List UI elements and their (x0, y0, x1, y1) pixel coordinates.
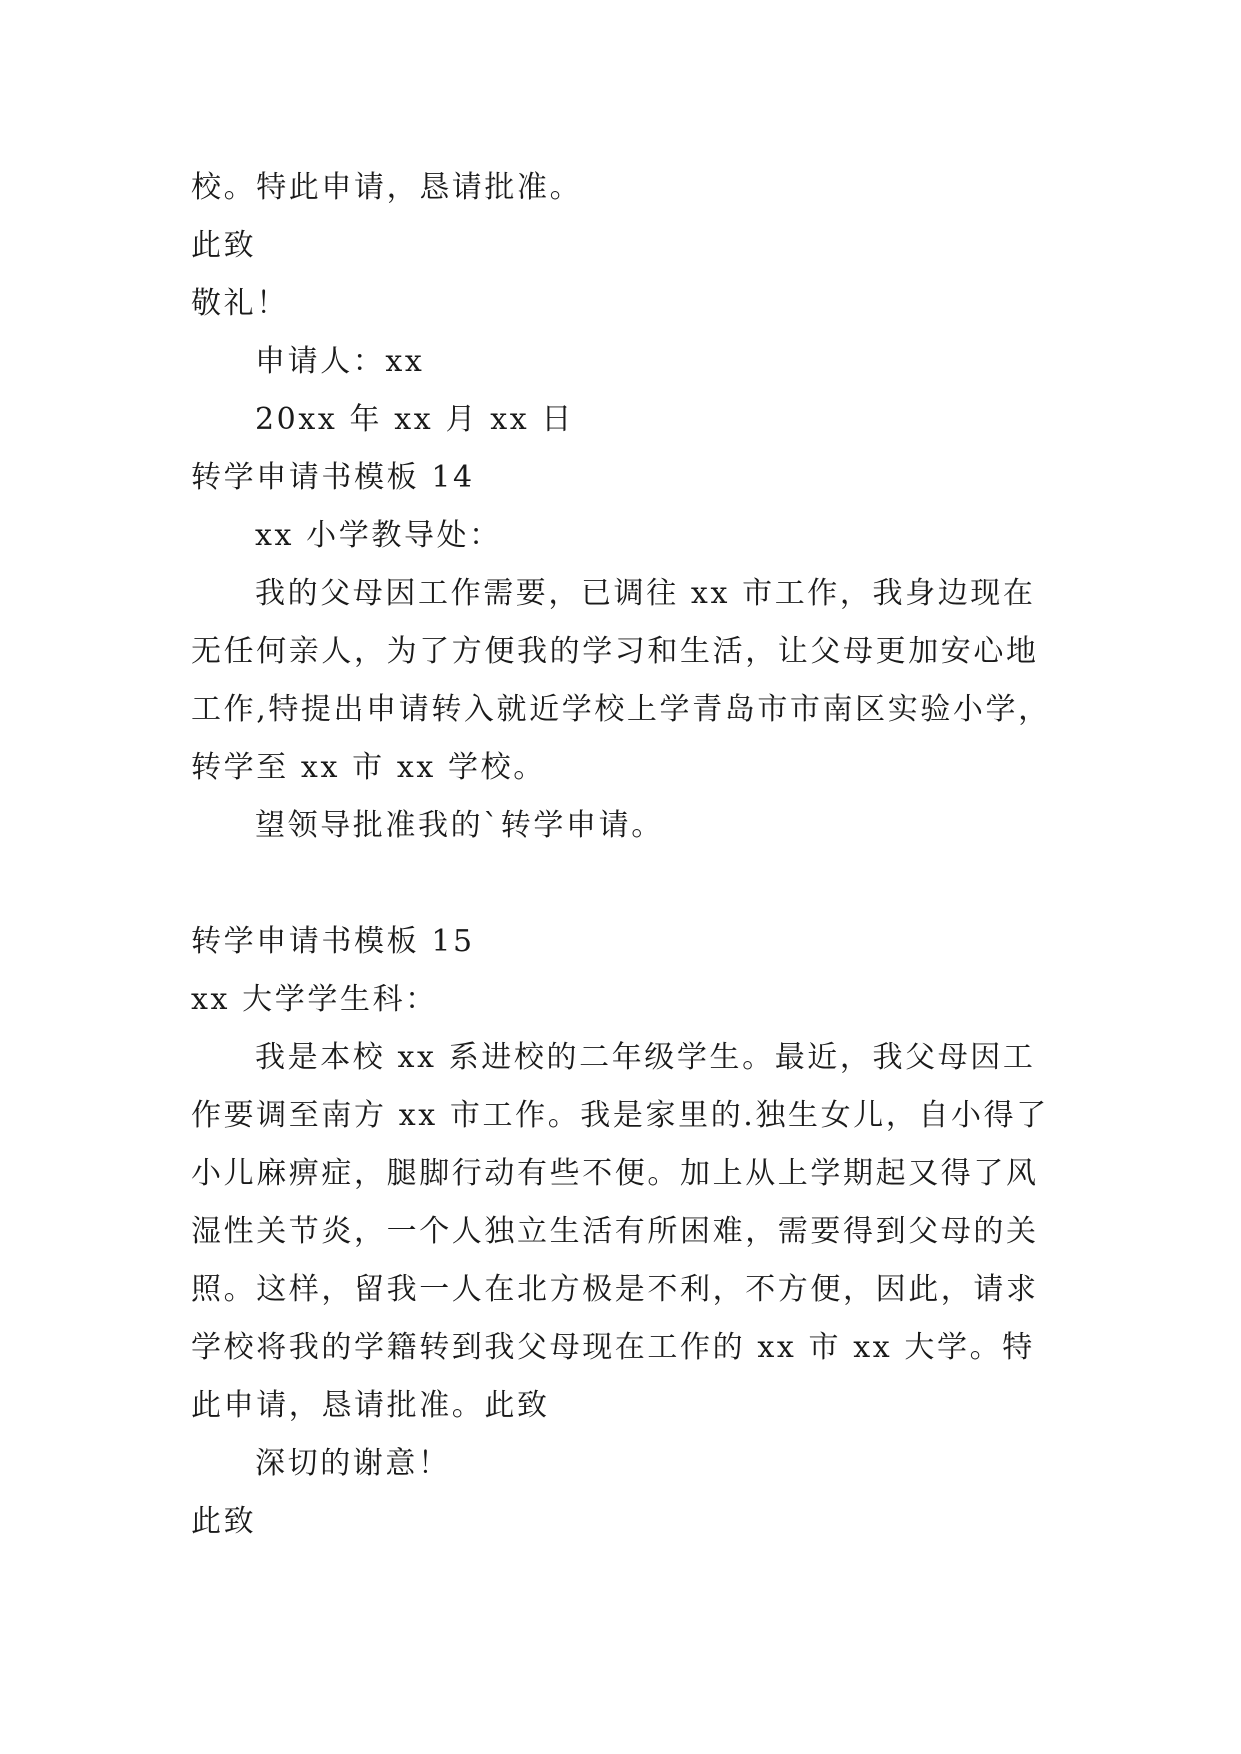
closing-line: 此致 (191, 1504, 257, 1539)
section-title: 转学申请书模板 15 (191, 924, 475, 959)
body-paragraph: 我是本校 xx 系进校的二年级学生。最近，我父母因工作要调至南方 xx 市工作。我是家里的.独生女儿，自小得了小儿麻痹症，腿脚行动有些不便。加上从上学期起又得了风湿性关节炎，一个人独立生活有所困难，需要得到父母的关照。这样，留我一人在北方极是不利，不方便，因此，请求学校将我的学籍转到我父母现在工作的 xx 市 xx 大学。特此申请，恳请批准。此致 (191, 1040, 1049, 1423)
request-line: 望领导批准我的`转学申请。 (255, 808, 664, 843)
applicant-line: 申请人：xx (255, 344, 425, 379)
salutation-line: 敬礼！ (191, 286, 289, 321)
body-paragraph: 我的父母因工作需要，已调往 xx 市工作，我身边现在无任何亲人，为了方便我的学习和生活，让父母更加安心地工作,特提出申请转入就近学校上学青岛市市南区实验小学，转学至 xx 市 xx 学校。 (191, 576, 1051, 785)
date-line: 20xx 年 xx 月 xx 日 (255, 402, 574, 437)
blank-line (191, 855, 1057, 913)
section-title: 转学申请书模板 14 (191, 460, 475, 495)
text-line: 校。特此申请，恳请批准。 (191, 170, 583, 205)
addressee-line: xx 小学教导处： (255, 518, 502, 553)
addressee-line: xx 大学学生科： (191, 982, 438, 1017)
document-body (191, 159, 1057, 1551)
thanks-line: 深切的谢意！ (255, 1446, 451, 1481)
closing-line: 此致 (191, 228, 257, 263)
